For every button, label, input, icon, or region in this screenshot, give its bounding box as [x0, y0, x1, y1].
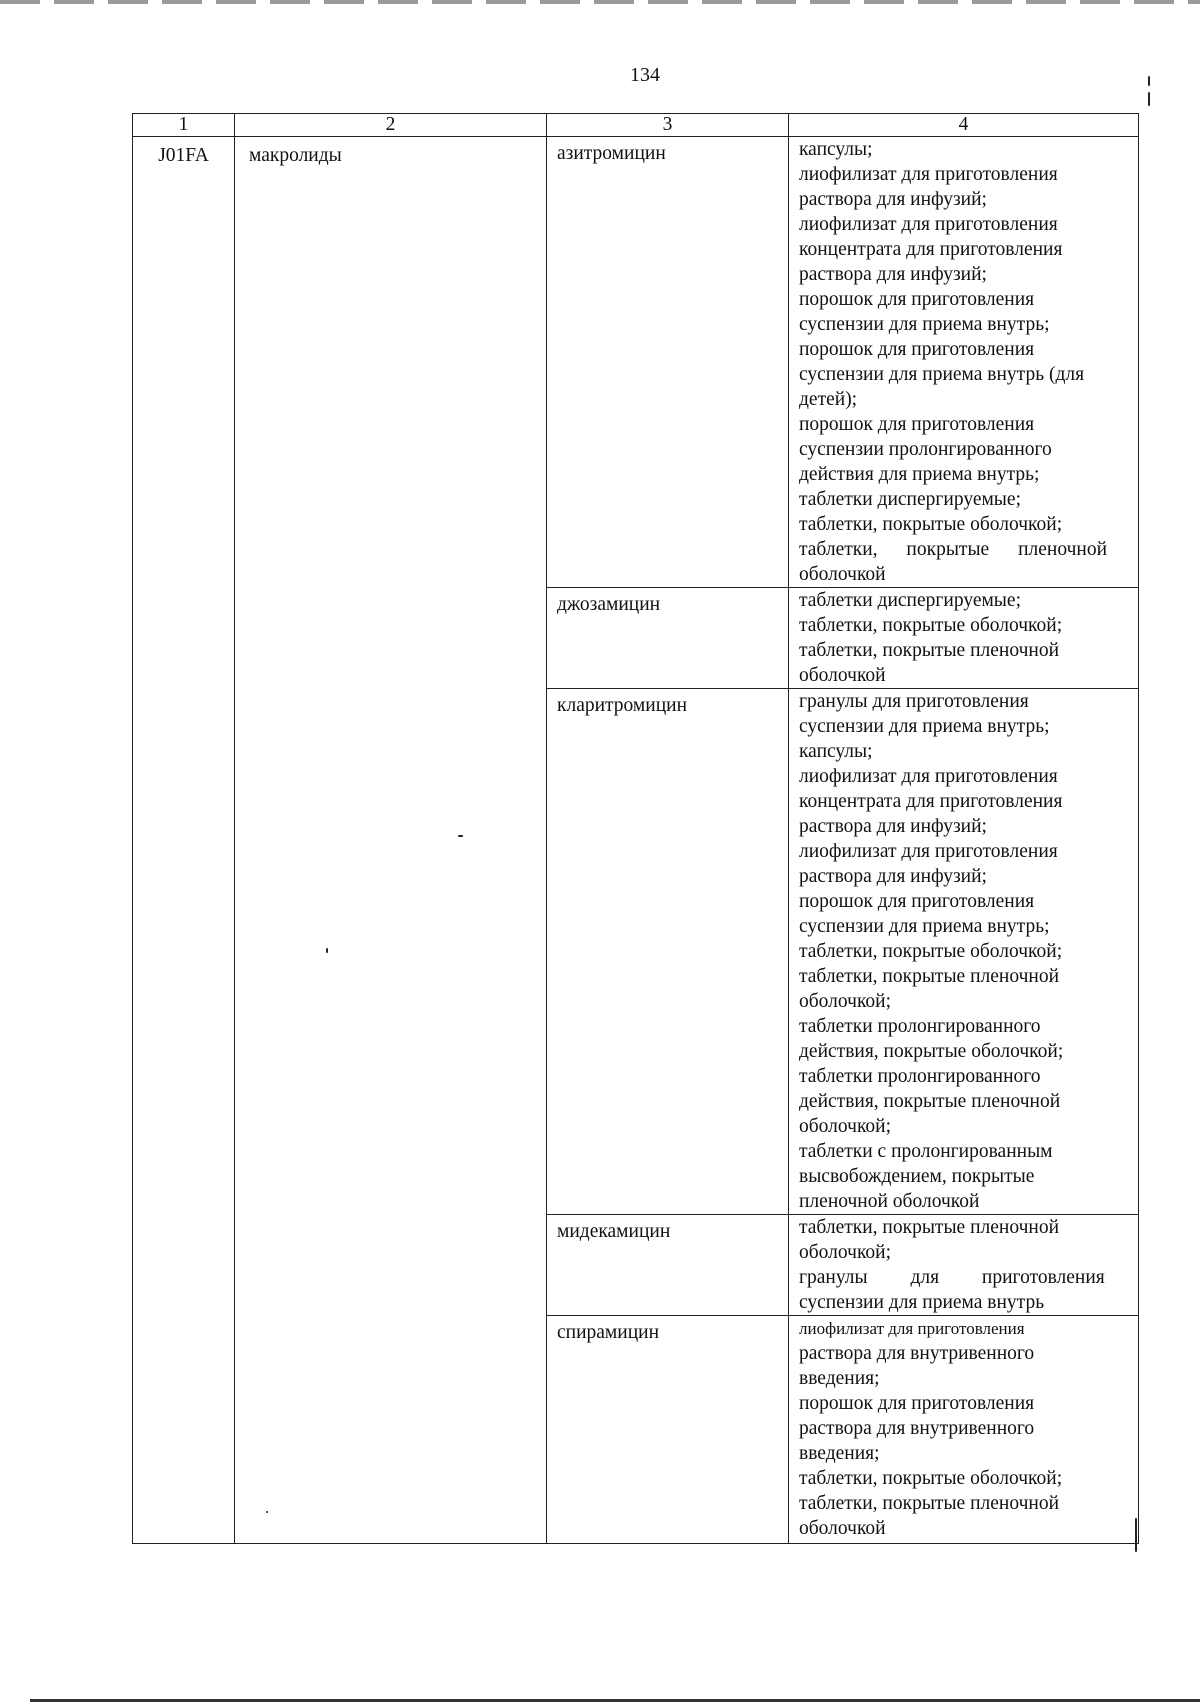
header-col-4: 4: [789, 114, 1139, 137]
dosage-form-line: оболочкой: [799, 564, 886, 585]
dosage-form-line: суспензии для приема внутрь;: [799, 716, 1050, 737]
drug-name-cell: спирамицин: [547, 1316, 789, 1544]
dosage-form-line: таблетки, покрытые оболочкой;: [799, 1468, 1063, 1489]
dosage-form-line: концентрата для приготовления: [799, 239, 1063, 260]
dosage-form-line: таблетки, покрытые пленочной: [799, 640, 1060, 661]
dosage-form-line: порошок для приготовления: [799, 414, 1035, 435]
dosage-form-line: действия, покрытые пленочной: [799, 1091, 1061, 1112]
dosage-form-line: суспензии для приема внутрь: [799, 1292, 1045, 1313]
dosage-form-line: оболочкой;: [799, 1242, 892, 1263]
dosage-form-line: оболочкой: [799, 665, 886, 686]
dosage-form-line: введения;: [799, 1443, 880, 1464]
dosage-form-line: оболочкой;: [799, 1116, 892, 1137]
dosage-form-line: оболочкой;: [799, 991, 892, 1012]
drug-name-cell: мидекамицин: [547, 1215, 789, 1316]
scan-bottom-edge: [30, 1699, 1200, 1702]
dosage-form-line: детей);: [799, 389, 858, 410]
dosage-form-line: лиофилизат для приготовления: [799, 164, 1058, 185]
dosage-form-line: таблетки, покрытые пленочной: [799, 1217, 1060, 1238]
drug-name-cell: кларитромицин: [547, 689, 789, 1215]
dosage-forms-cell: [789, 588, 1139, 689]
page-number: 134: [630, 64, 660, 86]
atc-code-cell: J01FA: [133, 137, 235, 1544]
dosage-form-line: раствора для инфузий;: [799, 189, 987, 210]
dosage-forms-cell: [789, 1215, 1139, 1316]
dosage-form-line: гранулы для приготовления: [799, 1267, 1105, 1288]
dosage-form-line: таблетки с пролонгированным: [799, 1141, 1053, 1162]
header-col-2: 2: [235, 114, 547, 137]
dosage-form-line: раствора для внутривенного: [799, 1343, 1035, 1364]
scan-top-edge: [0, 0, 1200, 4]
dosage-form-line: лиофилизат для приготовления: [799, 214, 1058, 235]
dosage-form-line: действия, покрытые оболочкой;: [799, 1041, 1064, 1062]
dosage-form-line: порошок для приготовления: [799, 1393, 1035, 1414]
dosage-form-line: гранулы для приготовления: [799, 691, 1029, 712]
dosage-form-line: раствора для инфузий;: [799, 866, 987, 887]
dosage-forms-cell: [789, 689, 1139, 1215]
dosage-form-line: таблетки, покрытые оболочкой;: [799, 941, 1063, 962]
dosage-form-line: раствора для внутривенного: [799, 1418, 1035, 1439]
dosage-form-line: лиофилизат для приготовления: [799, 1319, 1025, 1338]
drug-name-cell: азитромицин: [547, 137, 789, 588]
drug-name-cell: джозамицин: [547, 588, 789, 689]
dosage-form-line: таблетки диспергируемые;: [799, 590, 1021, 611]
group-name-cell: макролиды: [235, 137, 547, 1544]
dosage-form-line: концентрата для приготовления: [799, 791, 1063, 812]
dosage-form-line: таблетки пролонгированного: [799, 1066, 1041, 1087]
dosage-form-line: высвобождением, покрытые: [799, 1166, 1035, 1187]
dosage-form-line: таблетки пролонгированного: [799, 1016, 1041, 1037]
table-row: [133, 137, 1139, 588]
dosage-form-line: капсулы;: [799, 139, 873, 160]
drug-table: [132, 113, 1139, 1544]
dosage-form-line: порошок для приготовления: [799, 339, 1035, 360]
dosage-form-line: порошок для приготовления: [799, 289, 1035, 310]
dosage-form-line: введения;: [799, 1368, 880, 1389]
dosage-form-line: таблетки, покрытые пленочной: [799, 966, 1060, 987]
dosage-form-line: таблетки, покрытые оболочкой;: [799, 615, 1063, 636]
dosage-form-line: раствора для инфузий;: [799, 264, 987, 285]
dosage-form-line: суспензии для приема внутрь;: [799, 314, 1050, 335]
dosage-form-line: оболочкой: [799, 1518, 886, 1539]
dosage-form-line: лиофилизат для приготовления: [799, 841, 1058, 862]
dosage-form-line: лиофилизат для приготовления: [799, 766, 1058, 787]
dosage-form-line: суспензии пролонгированного: [799, 439, 1052, 460]
dosage-form-line: таблетки, покрытые пленочной: [799, 539, 1108, 560]
dosage-form-line: действия для приема внутрь;: [799, 464, 1040, 485]
header-row: [133, 114, 1139, 137]
dosage-form-line: раствора для инфузий;: [799, 816, 987, 837]
dosage-form-line: порошок для приготовления: [799, 891, 1035, 912]
dosage-form-line: таблетки, покрытые оболочкой;: [799, 514, 1063, 535]
dosage-form-line: суспензии для приема внутрь;: [799, 916, 1050, 937]
dosage-form-line: пленочной оболочкой: [799, 1191, 980, 1212]
dosage-form-line: таблетки диспергируемые;: [799, 489, 1021, 510]
header-col-1: 1: [133, 114, 235, 137]
dosage-forms-cell: [789, 137, 1139, 588]
dosage-forms-cell: [789, 1316, 1139, 1544]
dosage-form-line: капсулы;: [799, 741, 873, 762]
header-col-3: 3: [547, 114, 789, 137]
scan-speck: [1148, 92, 1150, 106]
dosage-form-line: суспензии для приема внутрь (для: [799, 364, 1085, 385]
dosage-form-line: таблетки, покрытые пленочной: [799, 1493, 1060, 1514]
